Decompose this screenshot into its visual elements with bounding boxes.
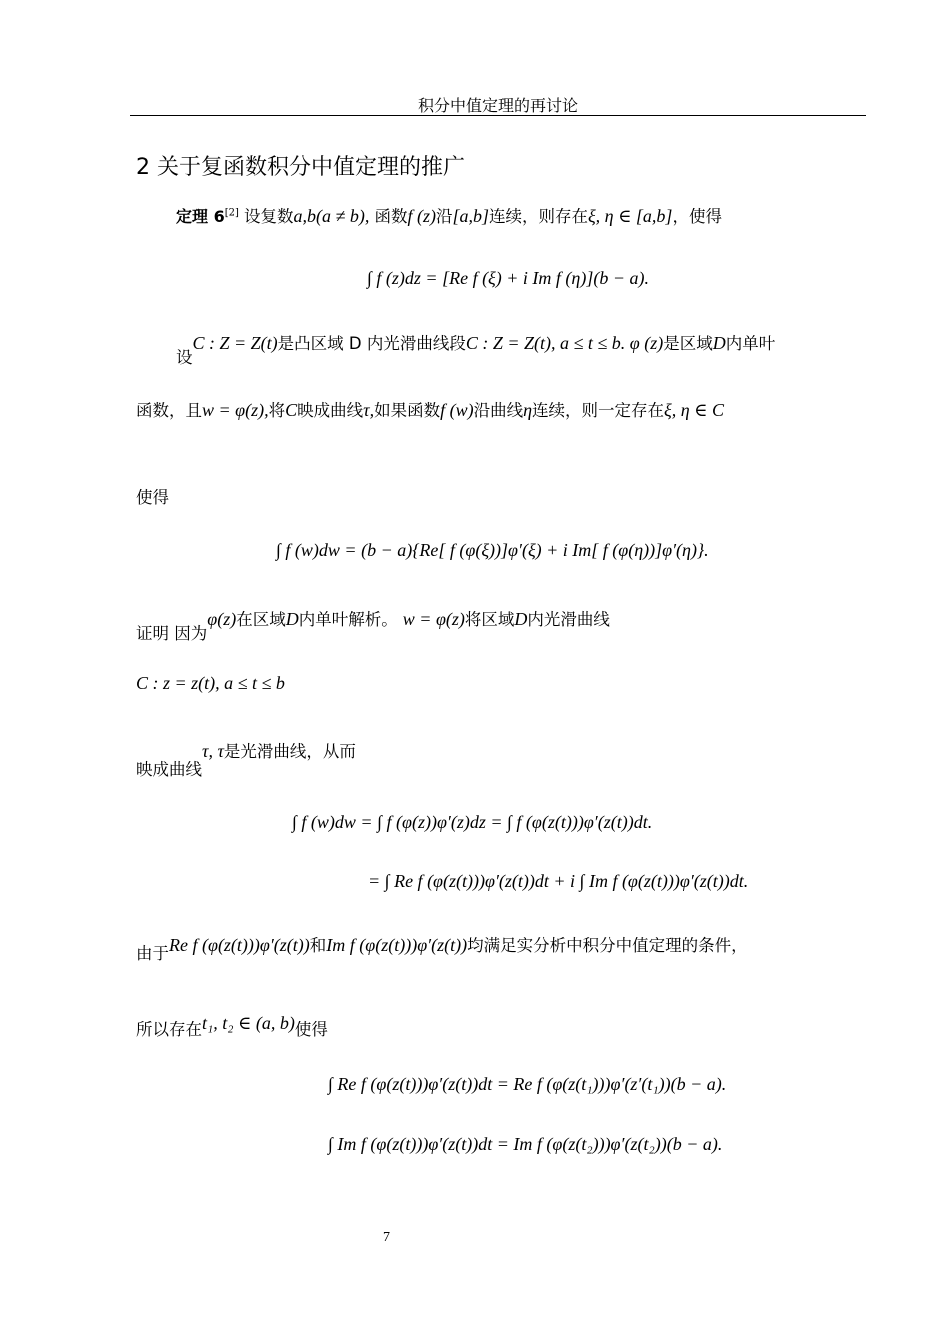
theorem-text-4: 连续，则存在 xyxy=(488,207,588,226)
equation-1: ∫ f (z)dz = [Re f (ξ) + i Im f (η)](b − a). xyxy=(367,268,649,288)
para1-line2-math-4: f (w) xyxy=(440,400,474,420)
para2-text-3: 均满足实分析中积分中值定理的条件， xyxy=(467,936,748,955)
proof-line1 xyxy=(136,606,610,643)
para1-text-2: 是凸区域 D 内光滑曲线段 xyxy=(277,334,466,353)
equation-4b: ∫ Im f (φ(z(t)))φ′(z(t))dt = Im f (φ(z(t₂)))φ′(z(t₂))(b − a). xyxy=(328,1134,723,1154)
header-rule xyxy=(130,115,866,116)
proof-math-3: w = φ(z) xyxy=(402,609,465,629)
proof-math-4: D xyxy=(514,609,528,629)
theorem-text-5: ，使得 xyxy=(672,207,722,226)
proof-math-6: τ, τ xyxy=(202,741,224,761)
equation-2: ∫ f (w)dw = (b − a){Re[ f (φ(ξ))]φ′(ξ) + i Im[ f (φ(η))]φ′(η)}. xyxy=(276,540,709,560)
para2-text-4: 所以存在 xyxy=(136,1020,202,1039)
running-header: 积分中值定理的再讨论 xyxy=(417,96,578,115)
proof-text-1: 证明 因为 xyxy=(136,624,208,643)
para1-line2-text-2: 将 xyxy=(268,401,286,420)
para2-math-1: Re f (φ(z(t)))φ′(z(t)) xyxy=(169,935,310,955)
para1-text-1: 设 xyxy=(176,348,193,367)
para2-text-5: 使得 xyxy=(294,1020,328,1039)
equation-3b: = ∫ Re f (φ(z(t)))φ′(z(t))dt + i ∫ Im f (φ(z(t)))φ′(z(t))dt. xyxy=(368,871,749,891)
equation-3a: ∫ f (w)dw = ∫ f (φ(z))φ′(z)dz = ∫ f (φ(z(t)))φ′(z(t))dt. xyxy=(292,812,653,832)
citation-ref: [2] xyxy=(224,207,239,219)
theorem-text-1: 设复数 xyxy=(243,207,294,226)
para1-text-3: 是区域 xyxy=(663,334,713,353)
para1-line2-math-2: C xyxy=(285,400,298,420)
proof-text-7: 是光滑曲线，从而 xyxy=(223,742,356,761)
para1-line2-math-5: η xyxy=(523,400,533,420)
theorem-math-2: f (z) xyxy=(407,206,436,226)
para1-line2-text-6: 连续，则一定存在 xyxy=(532,401,665,420)
proof-curve: C : z = z(t), a ≤ t ≤ b xyxy=(136,673,285,693)
section-heading: 2 关于复函数积分中值定理的推广 xyxy=(136,155,465,180)
theorem-math-3: [a,b] xyxy=(452,206,489,226)
para1-text-4: 内单叶 xyxy=(725,334,776,353)
para1-line2-text-5: 沿曲线 xyxy=(473,401,524,420)
para1-line3: 使得 xyxy=(136,488,169,507)
para1-line2-text-4: 如果函数 xyxy=(374,401,441,420)
para1-line2-text-3: 映成曲线 xyxy=(297,401,364,420)
para1-line2-math-1: w = φ(z), xyxy=(202,400,269,420)
theorem-text-2: 函数 xyxy=(374,207,408,226)
page-number: 7 xyxy=(383,1230,390,1245)
proof-text-5: 内光滑曲线 xyxy=(527,610,610,629)
theorem-text-3: 沿 xyxy=(435,207,453,226)
para1-line2-math-6: ξ, η ∈ C xyxy=(664,400,724,420)
para1-math-2: C : Z = Z(t), a ≤ t ≤ b. φ (z) xyxy=(465,333,664,353)
proof-math-1: φ(z) xyxy=(207,609,237,629)
para2-math-2: Im f (φ(z(t)))φ′(z(t)) xyxy=(326,935,468,955)
proof-line3 xyxy=(136,738,356,779)
para2-text-2: 和 xyxy=(309,936,327,955)
proof-math-2: D xyxy=(285,609,299,629)
para1-line2-math-3: τ, xyxy=(363,400,375,420)
para1-math-1: C : Z = Z(t) xyxy=(192,333,278,353)
theorem-math-4: ξ, η ∈ [a,b] xyxy=(587,206,673,226)
para1-line2 xyxy=(136,397,724,421)
para2-line1 xyxy=(136,932,748,963)
para1-line2-text-1: 函数，且 xyxy=(136,401,202,420)
theorem-line xyxy=(176,203,722,227)
theorem-label: 定理 6 xyxy=(176,207,225,226)
equation-4a: ∫ Re f (φ(z(t)))φ′(z(t))dt = Re f (φ(z(t₁)))φ′(z′(t₁))(b − a). xyxy=(328,1074,727,1094)
para2-line2 xyxy=(136,1010,328,1039)
theorem-math-1: a,b(a ≠ b), xyxy=(293,206,370,226)
proof-text-6: 映成曲线 xyxy=(136,760,202,779)
proof-text-4: 将区域 xyxy=(464,610,515,629)
para2-math-4: t₁, t₂ ∈ (a, b) xyxy=(202,1013,295,1033)
proof-text-2: 在区域 xyxy=(236,610,286,629)
proof-text-3: 内单叶解析。 xyxy=(298,610,398,629)
para1-line1 xyxy=(176,330,776,367)
para2-text-1: 由于 xyxy=(136,944,169,963)
para1-math-3: D xyxy=(712,333,726,353)
